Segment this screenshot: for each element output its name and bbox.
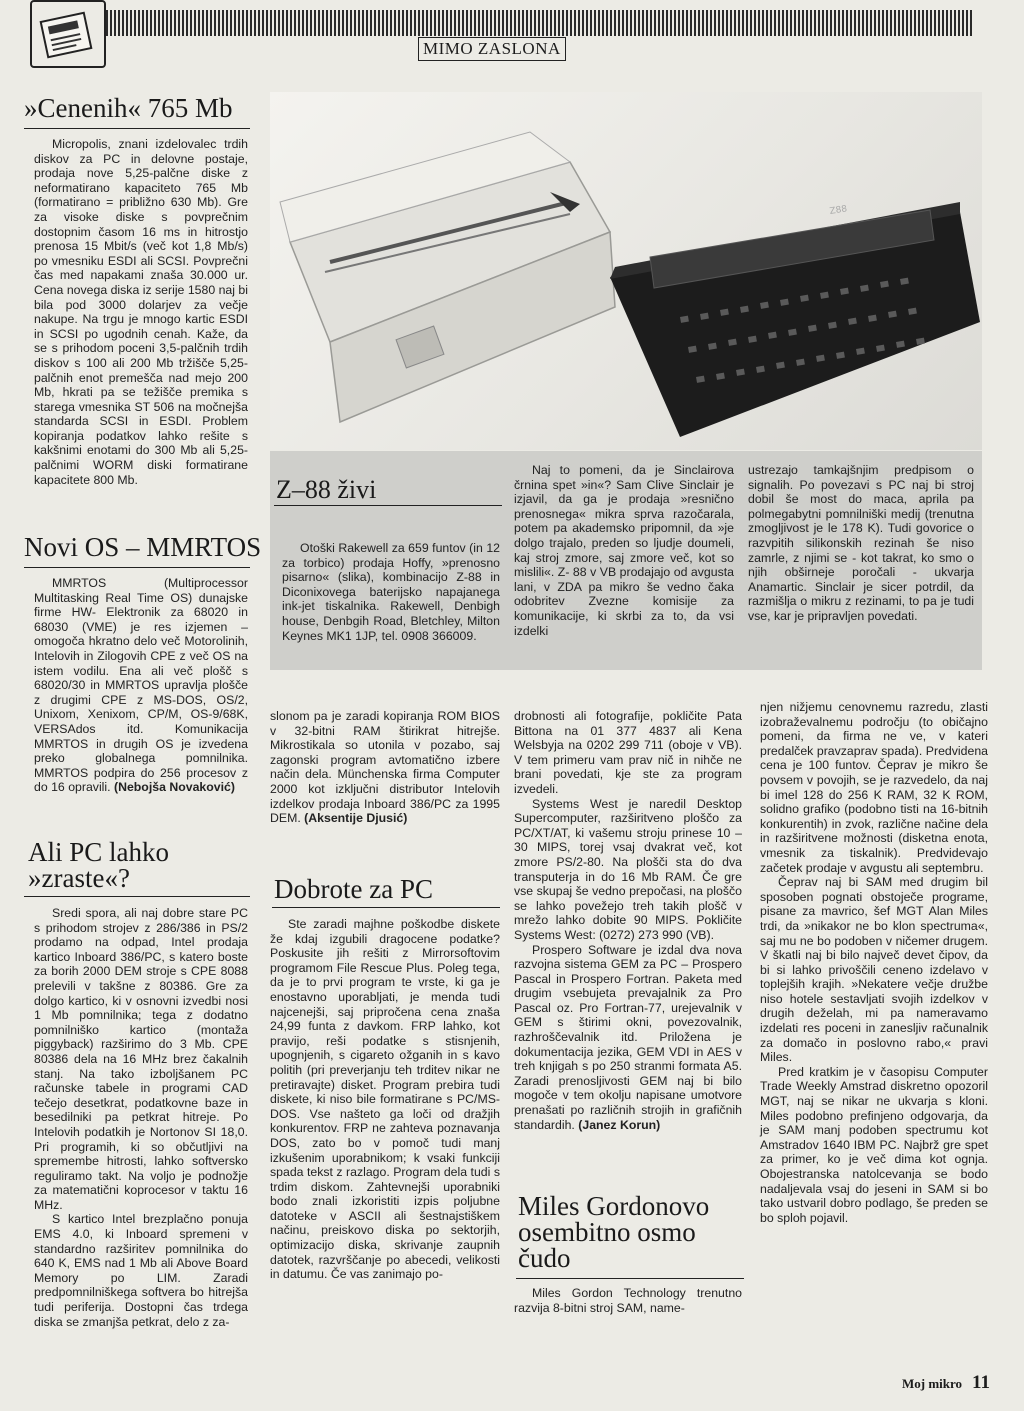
paragraph: Systems West je naredil Desktop Supercomputer, razširitveno ploščo za PC/XT/AT, ki vašemu stroju prinese 10 – 30 MIPS, torej vsaj dvakrat več, kot zmore PS/2-80. Na plošči sta do dva transputerja in do 16 Mb RAM. Če gre vse skupaj še vedno prepočasi, na ploščo se lahko povežejo treh takih plošč v mrežo lahko dobite 90 MIPS. Pokličite Systems West: (0272) 273 990 (VB). (514, 796, 742, 942)
article-title-ali-pc-line1: Ali PC lahko (28, 837, 170, 867)
z88-col2 (514, 463, 734, 638)
paragraph: Otoški Rakewell za 659 funtov (in 12 za torbico) prodaja Hoffy, »prenosno pisarno« (slika), kombinacijo Z-88 in Diconixovega baterijsko napajanega ink-jet tiskalnika. Rakewell, Denbigh house, Denbgih Road, Bletchley, Milton Keynes MK1 1JP, tel. 0908 366009. (282, 541, 500, 643)
paragraph-text: slonom pa je zaradi kopiranja ROM BIOS v 32-bitni RAM štirikrat hitrejše. Mikrostikala so utonila v pozabo, saj zagonski program avtomatično izbere način dela. Münchenska firma Computer 2000 kot izključni distributor Intelovih izdelkov prodaja Inboard 386/PC za 1995 DEM. (270, 709, 500, 826)
author-byline: (Nebojša Novaković) (113, 780, 235, 795)
paragraph: Sredi spora, ali naj dobre stare PC s prihodom strojev z 286/386 in PS/2 prodamo na odpad, Intel prodaja kartico Inboard 386/PC, s katero boste za borih 2000 DEM stroje s CPE 8088 prelevili v takšne z 80386. Gre za dolgo kartico, ki v osnovni izvedbi nosi 1 Mb pomnilnika; tega z dodatno pomnilniško kartico (montaža piggyback) razširimo do 3 Mb. CPE 80386 dela na 16 MHz brez čakalnih stanj. Na tako izboljšanem PC računske tabele in programi CAD tečejo desetkrat, podatkovne baze in besedilniki pa petkrat hitreje. Po Intelovih podatkih je Nortonov SI 18,0. Pri programih, ki so občutljivi na spremembe hitrosti, lahko softversko reguliramo takt. Na voljo je podnožje za matematični koprocesor v taktu 16 MHz. (34, 906, 248, 1212)
paragraph: Micropolis, znani izdelovalec trdih diskov za PC in delovne postaje, prodaja nove 5,25-palčne diske z neformatirano kapaciteto 765 Mb (formatirano = približno 630 Mb). Gre za visoke diske s povprečnim dostopnim časom 16 ms in hitrostjo prenosa 15 Mbit/s (več kot 1,8 Mb/s) po vmesniku ESDI ali SCSI. Povprečni čas med napakami znaša 30.000 ur. Cena novega diska iz serije 1580 naj bi bila pod 3000 dolarjev za večje nakupe. Na trgu je mnogo kartic ESDI in SCSI po ugodnih cenah. Kaže, da se s prihodom poceni 3,5-palčnih trdih diskov s 100 ali 200 Mb tržišče 5,25-palčnih enot premešča nad mejo 200 Mb, hkrati pa se težišče premika s starega vmesnika ST 506 na močnejša standarda SCSI in ESDI. Problem kopiranja podatkov lahko rešite s kakšnimi enotami do 300 Mb ali 5,25-palčnimi WORM diski formatirane kapacitete 800 Mb. (34, 137, 248, 487)
paragraph: S kartico Intel brezplačno ponuja EMS 4.0, ki Inboard spremeni v standardno razširitev pomnilnika do 640 K, EMS nad 1 Mb ali Above Board Memory po LIM. Zaradi predpomnilniškega softvera bo hitrejša tudi periferija. Dostopni čas trdega diska se zmanjša petkrat, delo z za- (34, 1212, 248, 1329)
article-title-ali-pc-line2: »zraste«? (28, 863, 130, 893)
article-body-ali-pc (34, 906, 248, 1329)
paragraph (514, 943, 742, 1133)
paragraph: Naj to pomeni, da je Sinclairova črnina spet »in«? Sam Clive Sinclair je izjavil, da ga je prodaja »resnično prenosnega« mikra sprva razočarala, potem pa akademsko pripomnil, da »je dolgo trajalo, preden so ljudje doumeli, kaj stroj zmore, saj zmore več, kot so mislili«. Z- 88 v VB prodajajo od avgusta lani, v ZDA pa mikro še vedno čaka odobritev Zvezne komisije za komunikacije, ki skrbi za to, da vsi izdelki (514, 463, 734, 638)
paragraph: drobnosti ali fotografije, pokličite Pata Bittona na 01 377 4837 ali Kena Welsbyja na 0202 299 711 (oboje v VB). V tem primeru vam prav nič in nihče ne brani povedati, kje ste za program izvedeli. (514, 709, 742, 796)
author-byline: (Aksentije Djusić) (304, 811, 408, 826)
article-title-mmrtos: Novi OS – MMRTOS (24, 532, 262, 562)
paragraph (270, 709, 500, 826)
product-photo (270, 92, 982, 450)
paragraph-text: Prospero Software je izdal dva nova razvojna sistema GEM za PC – Prospero Pascal in Prospero Fortran. Paketa med drugim vsebujeta prevajalnik za Pro Pascal oz. Pro Fortran-77, urejevalnik v GEM s štirimi okni, povezovalnik, razhroščevalnik itd. Priložena je dokumentacija jezika, GEM VDI in AES v treh knjigah s po 250 stranmi formata A5. Zaradi prenosljivosti GEM naj bi bilo mogoče v tem okolju napisane umotvore prenašati po različnih strojih in grafičnih standardih. (514, 942, 742, 1132)
column4 (760, 700, 988, 1225)
paragraph: Ste zaradi majhne poškodbe diskete že kdaj izgubili dragocene podatke? Poskusite jih rešiti z Mirrorsoftovim programom File Rescue Plus. Poleg tega, da je to prvi program te vrste, ki ga je enostavno uporabljati, je menda tudi najcenejši, saj pripročena cena znaša 24,99 funta z davkom. FRP lahko, kot pravijo, reši podatke s stisnjenih, upognjenih, s cigareto ožganih in s kavo politih (pri preverjanju teh trditev nikar ne pretiravajte) disket. Program prebira tudi diskete, ki niso bile formatirane s PC/MS-DOS. Vse našteto ga loči od dražjih konkurentov. FRP ne zahteva poznavanja DOS, zato bo v pomoč tudi manj izkušenim uporabnikom; k vsaki funkciji spada tekst z razlago. Program dela tudi s trdim diskom. Zahtevnejši uporabniki bodo znali izkoristiti izpis poljubne datoteke v ASCII ali šestnajstiškem načinu, preiskovo diska po sektorjih, optimizacijo diska, skrivanje zaupnih datotek, razvrščanje po abecedi, velikosti in datumu. Če vas zanimajo po- (270, 917, 500, 1282)
page-footer (902, 1372, 990, 1394)
box-title-z88: Z–88 živi (276, 475, 377, 504)
section-label: MIMO ZASLONA (418, 37, 566, 61)
paragraph: Miles Gordon Technology trenutno razvija 8-bitni stroj SAM, name- (514, 1286, 742, 1315)
title-rule (24, 896, 250, 897)
title-rule (24, 128, 250, 129)
title-rule (274, 505, 502, 506)
article-title-miles-line2: osembitno osmo (518, 1217, 696, 1247)
paragraph: Pred kratkim je v časopisu Computer Trade Weekly Amstrad diskretno opozoril MGT, naj se nikar ne ukvarja s kloni. Miles podobno prefinjeno odgovarja, da je SAM manj podoben spectrumu kot Amstradov 1640 IBM PC. Najbrž gre spet za primer, ko je več dima kot ognja. Obojestranska natolcevanja se bodo nadaljevala vsaj do jeseni in SAM si bo tako ustvaril dobro podlago, še preden se bo sploh pojavil. (760, 1064, 988, 1225)
title-rule (24, 567, 250, 568)
title-rule (272, 907, 500, 908)
article-body-miles-intro (514, 1286, 742, 1315)
paragraph: Čeprav naj bi SAM med drugim bil sposoben pognati obstoječe programe, pisane za mavrico, šef MGT Alan Miles trdi, da »nikakor ne bo klon spectruma«, saj mu ne bo podoben v ničemer drugem. V škatli naj bi bilo največ devet čipov, da bi si lahko privoščili ceneno izdelavo v toplejših krajih. »Nekatere večje družbe niso hotele sestavljati svojih izdelkov v drugih deželah, mi pa nameravamo izdelati res poceni in zanesljiv računalnik za domačo in poslovno rabo,« pravi Miles. (760, 875, 988, 1065)
article-body-dobrote (270, 917, 500, 1282)
z88-col1 (282, 541, 500, 643)
photo-device-label: Z88 (828, 204, 848, 217)
paragraph: ustrezajo tamkajšnjim predpisom o signalih. Po povezavi s PC naj bi stroj dobil še most do maca, aprila pa polmegabytni pomnilniški medij (trenutna zmogljivost je le 178 K). Tudi govorice o razvpitih silikonskih rezinah še niso zamrle, z njimi se - kot takrat, ko smo o njih obširneje poročali - ukvarja Anamartic. Sinclair je sicer potrdil, da razmišlja o mikru z rezinami, to pa je tudi vse, kar je pripravljen povedati. (748, 463, 974, 623)
column3-top (514, 709, 742, 1132)
article-title-miles-line1: Miles Gordonovo (518, 1191, 710, 1221)
z88-col3 (748, 463, 974, 624)
newspaper-icon (30, 0, 106, 68)
article-body-mmrtos (34, 576, 248, 795)
page-number: 11 (972, 1372, 990, 1393)
article-title-miles-line3: čudo (518, 1243, 571, 1273)
article-title-dobrote: Dobrote za PC (274, 874, 433, 904)
paragraph-text: MMRTOS (Multiprocessor Multitasking Real Time OS) dunajske firme HW- Elektronik za 68020 in 68030 (VME) je res izjemen – omogoča hkratno delo več Motorolinih, Intelovih in Zilogovih CPE z več OS na istem vodilu. Ena ali več plošč s 68020/30 in MMRTOS upravlja plošče z drugimi CPE z MS-DOS, OS/2, Unixom, Xenixom, CP/M, OS-9/68K, VERSAdos itd. Komunikacija MMRTOS in drugih OS je izvedena preko globalnega pomnilnika. MMRTOS podpira do 256 procesov z do 16 opravili. (34, 576, 248, 795)
title-rule (516, 1278, 744, 1279)
paragraph (34, 576, 248, 795)
article-title-cenenih: »Cenenih« 765 Mb (24, 93, 233, 123)
author-byline: (Janez Korun) (578, 1117, 661, 1132)
header-stripe (30, 10, 974, 36)
article-body-cenenih (34, 137, 248, 487)
column2-top (270, 709, 500, 826)
magazine-name: Moj mikro (901, 1376, 963, 1391)
paragraph: njen nižjemu cenovnemu razredu, zlasti izobraževalnemu področju (to običajno pomeni, da firma ne ve, v kateri predalček pravzaprav spada). Predvidena cena je 100 funtov. Čeprav je mikro še povsem v povojih, se je razvedelo, da naj bi imel 128 do 256 K RAM, 32 K ROM, solidno grafiko (podobno tisti na 16-bitnih konkurentih) in zvok, različne načine dela in razširitvene možnosti (disketna enota, vmesnik za tiskalnik). Predvidevajo začetek prodaje v avgustu ali septembru. (760, 700, 988, 875)
